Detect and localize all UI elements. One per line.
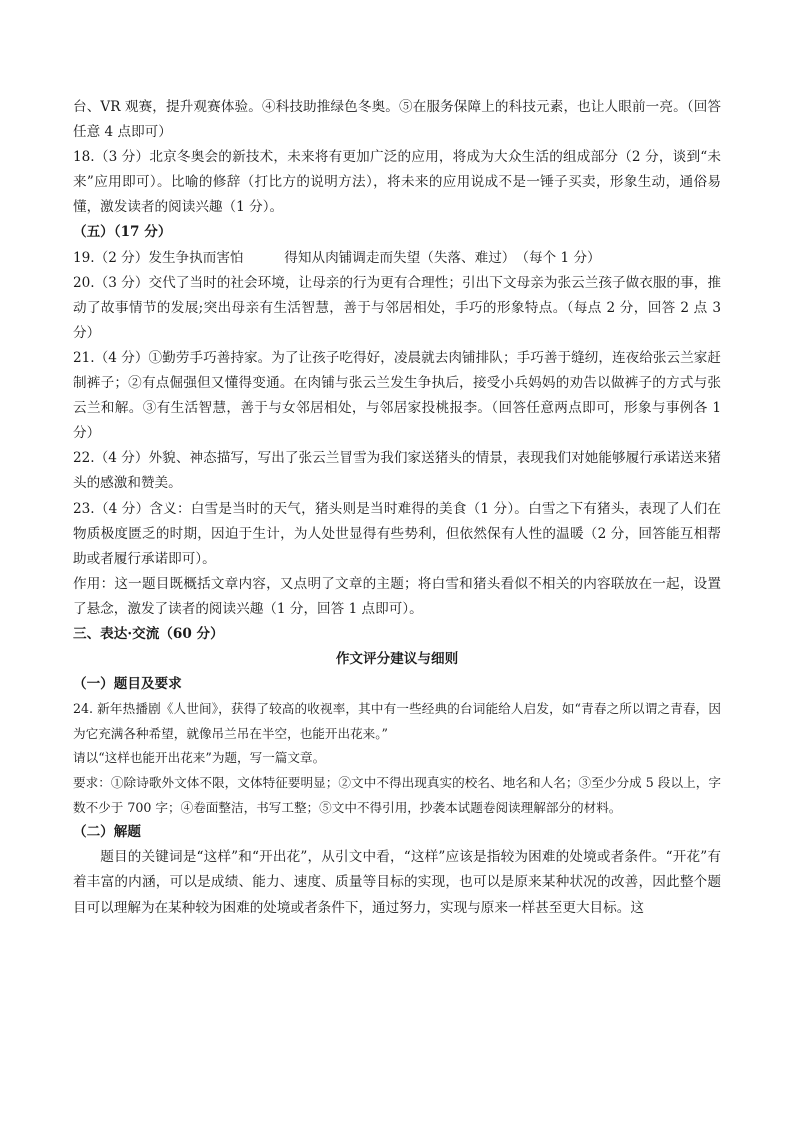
line-q20: 20.（3 分）交代了当时的社会环境，让母亲的行为更有合理性；引出下文母亲为张云兰孩子做衣服的事，推动了故事情节的发展;突出母亲有生活智慧，善于与邻居相处，手巧的形象特点。（每点 2 分，回答 2 点 3 分）	[73, 274, 721, 341]
section-heading-three: 三、表达·交流（60 分）	[73, 625, 224, 642]
line-q21: 21.（4 分）①勤劳手巧善持家。为了让孩子吃得好，凌晨就去肉铺排队；手巧善于缝纫，连夜给张云兰家赶制裤子；②有点倔强但又懂得变通。在肉铺与张云兰发生争执后，接受小兵妈妈的劝告以做裤子的方式与张云兰和解。③有生活智慧，善于与女邻居相处，与邻居家投桃报李。（回答任意两点即可，形象与事例各 1 分）	[73, 349, 721, 442]
line-q23-function: 作用：这一题目既概括文章内容，又点明了文章的主题；将白雪和猪头看似不相关的内容联放在一起，设置了悬念，激发了读者的阅读兴趣（1 分，回答 1 点即可）。	[73, 575, 721, 617]
line-interpretation-body: 题目的关键词是“这样”和“开出花”，从引文中看，“这样”应该是指较为困难的处境或者条件。“开花”有着丰富的内涵，可以是成绩、能力、速度、质量等目标的实现，也可以是原来某种状况的改善，因此整个题目可以理解为在某种较为困难的处境或者条件下，通过努力，实现与原来一样甚至更大目标。这	[73, 849, 721, 916]
line-q24-requirements: 要求：①除诗歌外文体不限，文体特征要明显；②文中不得出现真实的校名、地名和人名；③至少分成 5 段以上，字数不少于 700 字；④卷面整洁，书写工整；⑤文中不得引用，抄袭本试题卷阅读理解部分的材料。	[73, 775, 721, 815]
line-q17-continued: 台、VR 观赛，提升观赛体验。④科技助推绿色冬奥。⑤在服务保障上的科技元素，也让人眼前一亮。（回答任意 4 点即可）	[73, 99, 721, 141]
subheading-interpretation: （二）解题	[73, 824, 141, 841]
essay-rubric-title: 作文评分建议与细则	[335, 651, 459, 668]
subheading-topic-requirements: （一）题目及要求	[73, 676, 182, 693]
line-q18: 18.（3 分）北京冬奥会的新技术，未来将有更加广泛的应用，将成为大众生活的组成部分（2 分，谈到“未来”应用即可）。比喻的修辞（打比方的说明方法），将未来的应用说成不是一锤子买卖，形象生动，通俗易懂，激发读者的阅读兴趣（1 分）。	[73, 149, 721, 216]
line-q24-prompt: 24. 新年热播剧《人世间》，获得了较高的收视率，其中有一些经典的台词能给人启发，如“青春之所以谓之青春，因为它充满各种希望，就像吊兰吊在半空，也能开出花来。”	[73, 701, 721, 741]
line-q19: 19.（2 分）发生争执而害怕 得知从肉铺调走而失望（失落、难过） （每个 1 分）	[73, 249, 601, 266]
section-heading-five: （五）（17 分）	[73, 224, 172, 241]
line-q23-meaning: 23.（4 分）含义：白雪是当时的天气，猪头则是当时难得的美食（1 分）。白雪之下有猪头，表现了人们在物质极度匮乏的时期，因迫于生计，为人处世显得有些势利，但依然保有人性的温暖（2 分，回答能互相帮助或者履行承诺即可）。	[73, 500, 721, 567]
answer-key-content	[73, 95, 721, 921]
line-q22: 22.（4 分）外貌、神态描写，写出了张云兰冒雪为我们家送猪头的情景，表现我们对她能够履行承诺送来猪头的感激和赞美。	[73, 450, 721, 492]
line-q24-title-instruction: 请以“这样也能开出花来”为题，写一篇文章。	[73, 750, 326, 766]
